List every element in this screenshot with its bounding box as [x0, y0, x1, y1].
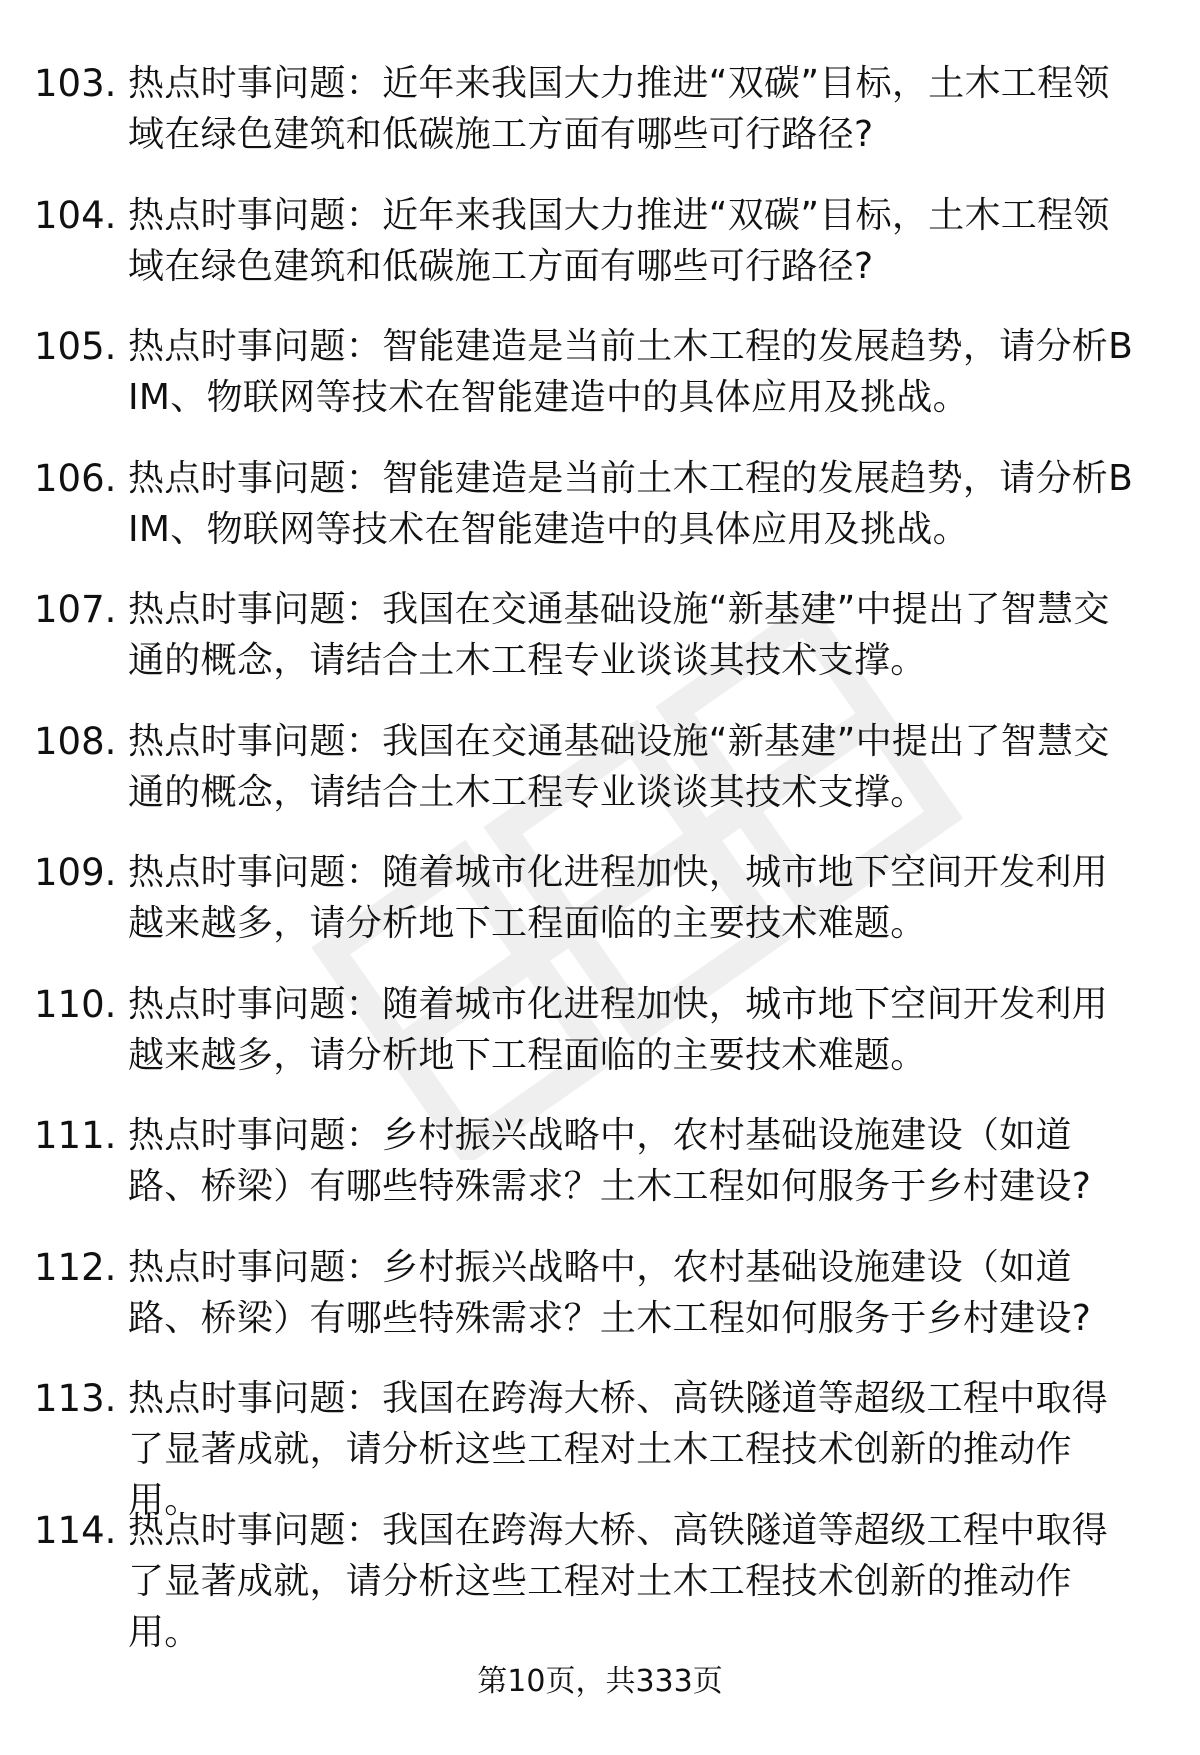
question-list [34, 58, 1174, 1653]
question-number: 113. [34, 1377, 117, 1420]
question-number: 103. [34, 62, 117, 105]
question-text: 热点时事问题：我国在交通基础设施“新基建”中提出了智慧交通的概念，请结合土木工程专业谈谈其技术支撑。 [128, 720, 1110, 813]
question-text: 热点时事问题：近年来我国大力推进“双碳”目标，土木工程领域在绿色建筑和低碳施工方面有哪些可行路径? [128, 194, 1110, 287]
question-text: 热点时事问题：智能建造是当前土木工程的发展趋势，请分析BIM、物联网等技术在智能建造中的具体应用及挑战。 [128, 326, 1134, 418]
question-text: 热点时事问题：乡村振兴战略中，农村基础设施建设（如道路、桥梁）有哪些特殊需求？土木工程如何服务于乡村建设? [128, 1246, 1092, 1339]
question-number: 111. [34, 1114, 117, 1157]
question-number: 110. [34, 982, 117, 1026]
list-item [34, 584, 1174, 716]
question-text: 热点时事问题：随着城市化进程加快，城市地下空间开发利用越来越多，请分析地下工程面临的主要技术难题。 [128, 852, 1109, 944]
list-item [34, 1373, 1174, 1521]
list-item [34, 847, 1174, 979]
list-item [34, 1505, 1174, 1653]
question-number: 109. [34, 851, 117, 894]
list-item [34, 453, 1174, 585]
list-item [34, 190, 1174, 322]
question-text: 热点时事问题：近年来我国大力推进“双碳”目标，土木工程领域在绿色建筑和低碳施工方面有哪些可行路径? [128, 63, 1110, 155]
list-item [34, 716, 1174, 848]
question-number: 104. [34, 193, 117, 237]
list-item [34, 58, 1174, 190]
question-number: 106. [34, 456, 117, 500]
list-item [34, 1110, 1174, 1242]
question-text: 热点时事问题：我国在交通基础设施“新基建”中提出了智慧交通的概念，请结合土木工程专业谈谈其技术支撑。 [128, 589, 1110, 681]
list-item [34, 979, 1174, 1111]
question-text: 热点时事问题：我国在跨海大桥、高铁隧道等超级工程中取得了显著成就，请分析这些工程对土木工程技术创新的推动作用。 [128, 1509, 1109, 1653]
page-footer: 第10页，共333页 [477, 1664, 723, 1699]
question-text: 热点时事问题：我国在跨海大桥、高铁隧道等超级工程中取得了显著成就，请分析这些工程对土木工程技术创新的推动作用。 [128, 1378, 1109, 1521]
question-number: 114. [34, 1508, 117, 1552]
question-number: 108. [34, 719, 117, 763]
question-number: 107. [34, 588, 117, 631]
question-number: 112. [34, 1245, 117, 1289]
list-item [34, 321, 1174, 453]
question-text: 热点时事问题：随着城市化进程加快，城市地下空间开发利用越来越多，请分析地下工程面临的主要技术难题。 [128, 983, 1109, 1076]
question-number: 105. [34, 325, 117, 368]
list-item [34, 1242, 1174, 1374]
question-text: 热点时事问题：智能建造是当前土木工程的发展趋势，请分析BIM、物联网等技术在智能建造中的具体应用及挑战。 [128, 457, 1134, 550]
question-text: 热点时事问题：乡村振兴战略中，农村基础设施建设（如道路、桥梁）有哪些特殊需求？土木工程如何服务于乡村建设? [128, 1115, 1092, 1207]
